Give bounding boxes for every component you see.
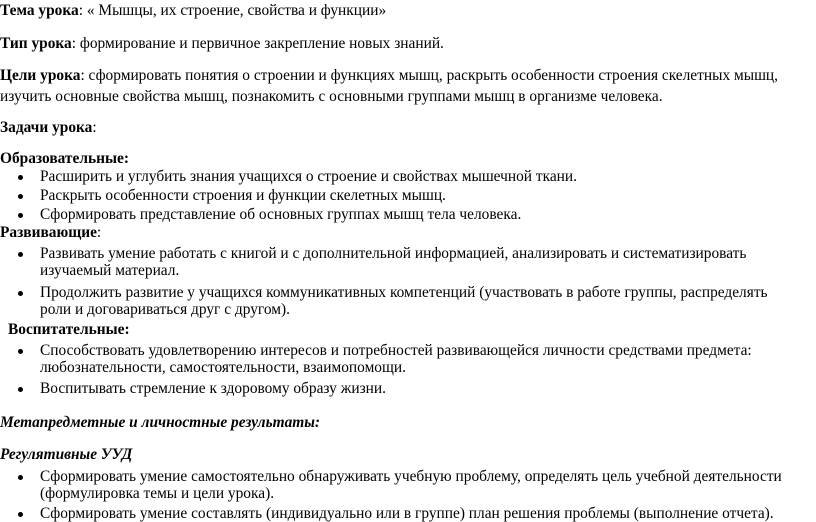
bullet-icon bbox=[18, 252, 23, 257]
goals-line-2 bbox=[0, 88, 663, 106]
bullet-icon bbox=[18, 213, 23, 218]
list-item-text: Раскрыть особенности строения и функции скелетных мышц. bbox=[40, 187, 446, 204]
goals-text-2: изучить основные свойства мышц, познакомить с основными группами мышц в организме человека. bbox=[0, 88, 663, 105]
lesson-type-value: : формирование и первичное закрепление новых знаний. bbox=[71, 35, 444, 52]
list-item-text: Сформировать умение самостоятельно обнаруживать учебную проблему, определять цель учебной деятельности (формулировка темы и цели урока). bbox=[40, 468, 782, 502]
tasks-suffix: : bbox=[92, 119, 97, 136]
bullet-icon bbox=[18, 349, 23, 354]
list-item-text: Сформировать представление об основных группах мышц тела человека. bbox=[40, 206, 522, 223]
list-item-text: Продолжить развитие у учащихся коммуникативных компетенций (участвовать в работе группы, распределять роли и договариваться друг с другом). bbox=[40, 284, 768, 318]
bullet-icon bbox=[18, 194, 23, 199]
list-item-text: Воспитывать стремление к здоровому образу жизни. bbox=[40, 380, 386, 397]
goals-line-1 bbox=[0, 67, 778, 85]
results-heading: Метапредметные и личностные результаты: bbox=[0, 414, 321, 431]
lesson-type-label: Тип урока bbox=[0, 35, 72, 52]
lesson-type-line bbox=[0, 35, 444, 53]
regulatory-heading: Регулятивные УУД bbox=[0, 446, 133, 463]
bullet-icon bbox=[18, 175, 23, 180]
list-item-text: Сформировать умение составлять (индивидуально или в группе) план решения проблемы (выполнение отчета). bbox=[40, 505, 774, 522]
topic-line bbox=[0, 2, 386, 20]
educational-heading: Образовательные: bbox=[0, 150, 129, 167]
goals-text-1: : сформировать понятия о строении и функциях мышц, раскрыть особенности строения скелетных мышц, bbox=[80, 67, 778, 84]
bullet-icon bbox=[18, 387, 23, 392]
goals-label: Цели урока bbox=[0, 67, 81, 84]
list-item-text: Способствовать удовлетворению интересов и потребностей развивающейся личности средствами предмета: любознательности, самостоятельности, взаимопомощи. bbox=[40, 342, 752, 376]
list-item-text: Развивать умение работать с книгой и с дополнительной информацией, анализировать и систематизировать изучаемый материал. bbox=[40, 245, 747, 279]
tasks-line bbox=[0, 119, 97, 137]
upbringing-heading: Воспитательные: bbox=[8, 321, 130, 338]
bullet-icon bbox=[18, 291, 23, 296]
tasks-label: Задачи урока bbox=[0, 119, 93, 136]
topic-value: : « Мышцы, их строение, свойства и функции» bbox=[78, 2, 387, 19]
topic-label: Тема урока bbox=[0, 2, 79, 19]
bullet-icon bbox=[18, 512, 23, 517]
bullet-icon bbox=[18, 475, 23, 480]
list-item-text: Расширить и углубить знания учащихся о строение и свойствах мышечной ткани. bbox=[40, 168, 577, 185]
developing-heading: Развивающие: bbox=[0, 224, 102, 241]
